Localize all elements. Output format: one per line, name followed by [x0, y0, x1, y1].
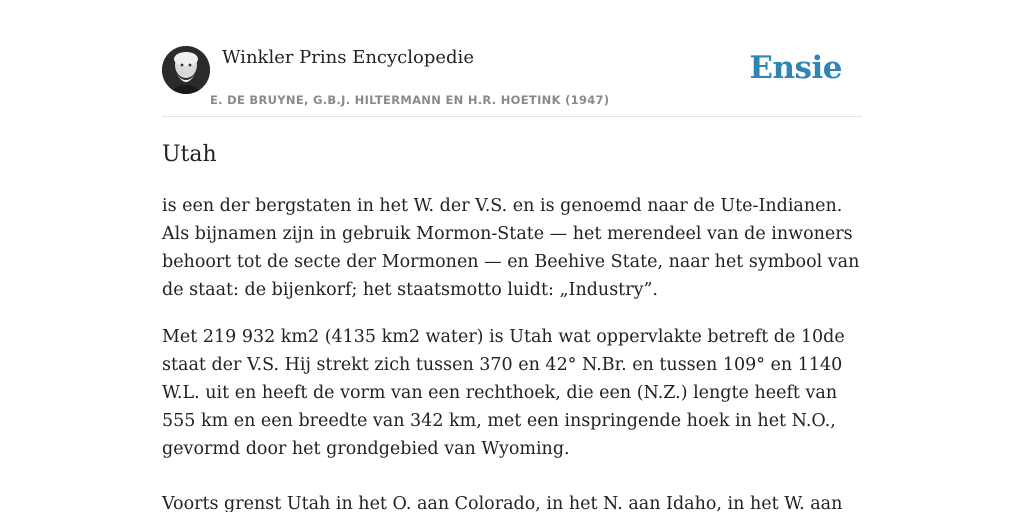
article-paragraph: is een der bergstaten in het W. der V.S. en is genoemd naar de Ute-Indianen. Als bijnamen zijn in gebruik Mormon-State — het merendeel van de inwoners behoort tot de secte der Mormonen — en Beehive State, naar het symbool van de staat: de bijenkorf; het staatsmotto luidt: „Industry”. [162, 196, 860, 300]
source-header [162, 46, 862, 117]
ensie-logo-link[interactable]: Ensie [749, 50, 842, 86]
article-title: Utah [162, 142, 217, 167]
author-portrait-icon[interactable] [162, 46, 210, 94]
article-paragraph: Voorts grenst Utah in het O. aan Colorado, in het N. aan Idaho, in het W. aan [162, 494, 843, 512]
article-paragraph: Met 219 932 km2 (4135 km2 water) is Utah wat oppervlakte betreft de 10de staat der V.S. Hij strekt zich tussen 370 en 42° N.Br. en tussen 109° en 1140 W.L. uit en heeft de vorm van een rechthoek, die een (N.Z.) lengte heeft van 555 km en een breedte van 342 km, met een inspringende hoek in het N.O., gevormd door het grondgebied van Wyoming. [162, 327, 845, 459]
source-title[interactable]: Winkler Prins Encyclopedie [222, 47, 474, 68]
source-authors: E. DE BRUYNE, G.B.J. HILTERMANN EN H.R. HOETINK (1947) [210, 93, 610, 107]
